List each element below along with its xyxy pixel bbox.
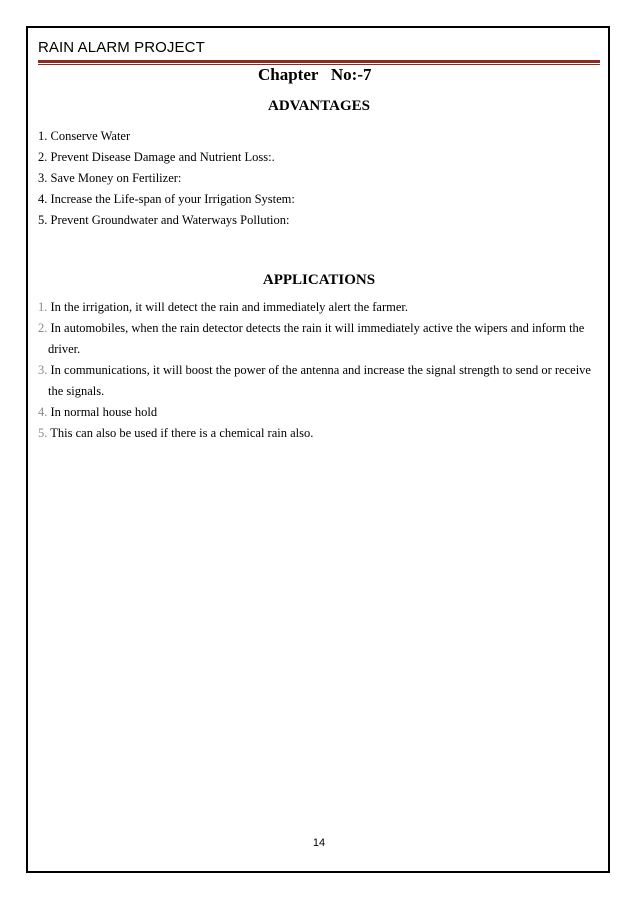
list-item (38, 318, 598, 360)
list-text: In normal house hold (47, 405, 158, 419)
advantages-heading: ADVANTAGES (268, 98, 370, 114)
list-text: This can also be used if there is a chemical rain also. (47, 426, 314, 440)
page-number: 14 (312, 837, 326, 849)
list-item: 4. Increase the Life-span of your Irrigation System: (38, 192, 295, 206)
list-number: 1. (38, 300, 48, 314)
list-text: In the irrigation, it will detect the rain and immediately alert the farmer. (47, 300, 409, 314)
list-item: 2. Prevent Disease Damage and Nutrient Loss:. (38, 150, 275, 164)
list-number: 4. (38, 405, 48, 419)
header-rule (38, 60, 600, 63)
list-text: In automobiles, when the rain detector detects the rain it will immediately active the wipers and inform the driver. (47, 321, 585, 356)
applications-heading: APPLICATIONS (262, 272, 376, 288)
applications-list (38, 297, 598, 444)
list-item: 3. Save Money on Fertilizer: (38, 171, 182, 185)
list-number: 2. (38, 321, 48, 335)
list-item (38, 402, 598, 423)
list-item (38, 423, 598, 444)
advantages-list (38, 126, 598, 231)
list-item: 5. Prevent Groundwater and Waterways Pollution: (38, 213, 290, 227)
list-item (38, 297, 598, 318)
list-item: 1. Conserve Water (38, 129, 131, 143)
running-header: RAIN ALARM PROJECT (38, 39, 205, 56)
list-number: 5. (38, 426, 48, 440)
list-number: 3. (38, 363, 48, 377)
chapter-title: Chapter No:-7 (258, 65, 372, 84)
list-item (38, 360, 598, 402)
list-text: In communications, it will boost the power of the antenna and increase the signal strength to send or receive the signals. (47, 363, 591, 398)
